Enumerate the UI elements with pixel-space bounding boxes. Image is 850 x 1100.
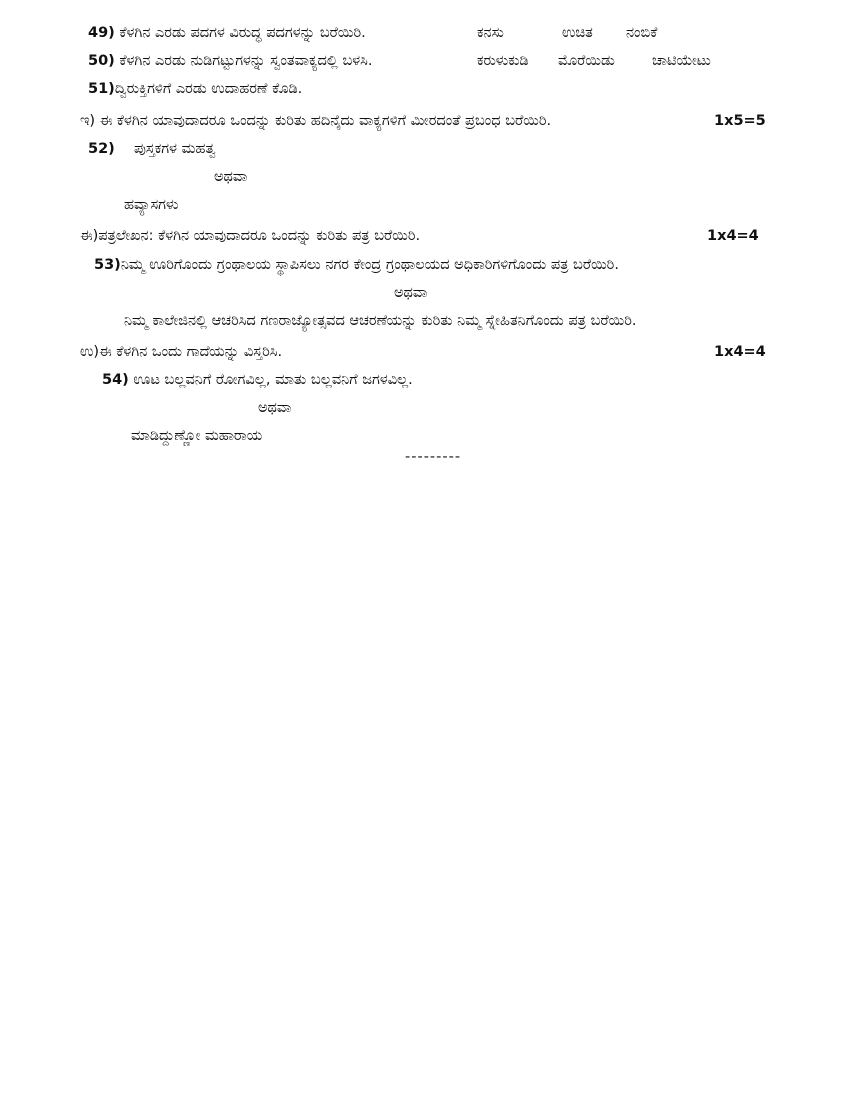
q54-or: ಅಥವಾ <box>258 400 292 416</box>
q49-word-1: ಕನಸು <box>477 25 504 41</box>
q49-word-2: ಉಚಿತ <box>562 25 593 41</box>
q53-or: ಅಥವಾ <box>394 285 428 301</box>
q50-word-1: ಕರುಳುಕುಡಿ <box>477 53 529 69</box>
section-i-marks: 1x5=5 <box>714 113 766 129</box>
question-53 <box>94 255 619 275</box>
end-of-section-mark: --------- <box>405 449 462 465</box>
question-text: ಪುಸ್ತಕಗಳ ಮಹತ್ವ <box>134 141 216 157</box>
section-label: ಉ) <box>80 344 100 360</box>
q49-word-3: ನಂಬಿಕೆ <box>626 25 658 41</box>
question-49 <box>88 23 366 43</box>
q52-alternative: ಹವ್ಯಾಸಗಳು <box>124 197 179 213</box>
q52-or: ಅಥವಾ <box>214 169 248 185</box>
question-text: ದ್ವಿರುಕ್ತಿಗಳಿಗೆ ಎರಡು ಉದಾಹರಣೆ ಕೊಡಿ. <box>114 81 303 97</box>
question-text: ನಿಮ್ಮ ಊರಿಗೊಂದು ಗ್ರಂಥಾಲಯ ಸ್ಥಾಪಿಸಲು ನಗರ ಕೇಂದ್ರ ಗ್ರಂಥಾಲಯದ ಅಧಿಕಾರಿಗಳಿಗೊಂದು ಪತ್ರ ಬರೆಯಿರಿ. <box>120 257 619 273</box>
q50-word-3: ಚಾಟಿಯೇಟು <box>652 53 711 69</box>
q54-alternative: ಮಾಡಿದ್ದುಣ್ಣೋ ಮಹಾರಾಯ <box>131 428 263 444</box>
section-label: ಇ) <box>80 113 96 129</box>
question-number: 49) <box>88 25 115 41</box>
section-ee-heading <box>80 226 420 246</box>
q53-alternative: ನಿಮ್ಮ ಕಾಲೇಜಿನಲ್ಲಿ ಆಚರಿಸಿದ ಗಣರಾಜ್ಯೋತ್ಸವದ ಆಚರಣೆಯನ್ನು ಕುರಿತು ನಿಮ್ಮ ಸ್ನೇಹಿತನಿಗೊಂದು ಪತ್ರ ಬರೆಯಿರಿ. <box>124 313 637 329</box>
question-52 <box>88 139 216 159</box>
question-54 <box>102 370 413 390</box>
section-ee-marks: 1x4=4 <box>707 228 759 244</box>
question-51 <box>88 79 302 99</box>
section-u-marks: 1x4=4 <box>714 344 766 360</box>
section-text: ಈ ಕೆಳಗಿನ ಯಾವುದಾದರೂ ಒಂದನ್ನು ಕುರಿತು ಹದಿನೈದು ವಾಕ್ಯಗಳಿಗೆ ಮೀರದಂತೆ ಪ್ರಬಂಧ ಬರೆಯಿರಿ. <box>99 113 552 129</box>
section-i-heading <box>80 111 551 131</box>
question-text: ಕೆಳಗಿನ ಎರಡು ಪದಗಳ ವಿರುದ್ಧ ಪದಗಳನ್ನು ಬರೆಯಿರಿ. <box>119 25 366 41</box>
question-number: 54) <box>102 372 129 388</box>
question-number: 52) <box>88 141 115 157</box>
section-u-heading <box>80 342 282 362</box>
question-text: ಕೆಳಗಿನ ಎರಡು ನುಡಿಗಟ್ಟುಗಳನ್ನು ಸ್ವಂತವಾಕ್ಯದಲ್ಲಿ ಬಳಸಿ. <box>119 53 373 69</box>
section-text: ಈ ಕೆಳಗಿನ ಒಂದು ಗಾದೆಯನ್ನು ವಿಸ್ತರಿಸಿ. <box>99 344 283 360</box>
q50-word-2: ಮೊರೆಯಿಡು <box>558 53 615 69</box>
section-text: ಪತ್ರಲೇಖನ: ಕೆಳಗಿನ ಯಾವುದಾದರೂ ಒಂದನ್ನು ಕುರಿತು ಪತ್ರ ಬರೆಯಿರಿ. <box>98 228 421 244</box>
question-number: 53) <box>94 257 121 273</box>
question-number: 50) <box>88 53 115 69</box>
question-text: ಊಟ ಬಲ್ಲವನಿಗೆ ರೋಗವಿಲ್ಲ, ಮಾತು ಬಲ್ಲವನಿಗೆ ಜಗಳವಿಲ್ಲ. <box>133 372 413 388</box>
section-label: ಈ) <box>80 228 99 244</box>
question-number: 51) <box>88 81 115 97</box>
question-50 <box>88 51 372 71</box>
